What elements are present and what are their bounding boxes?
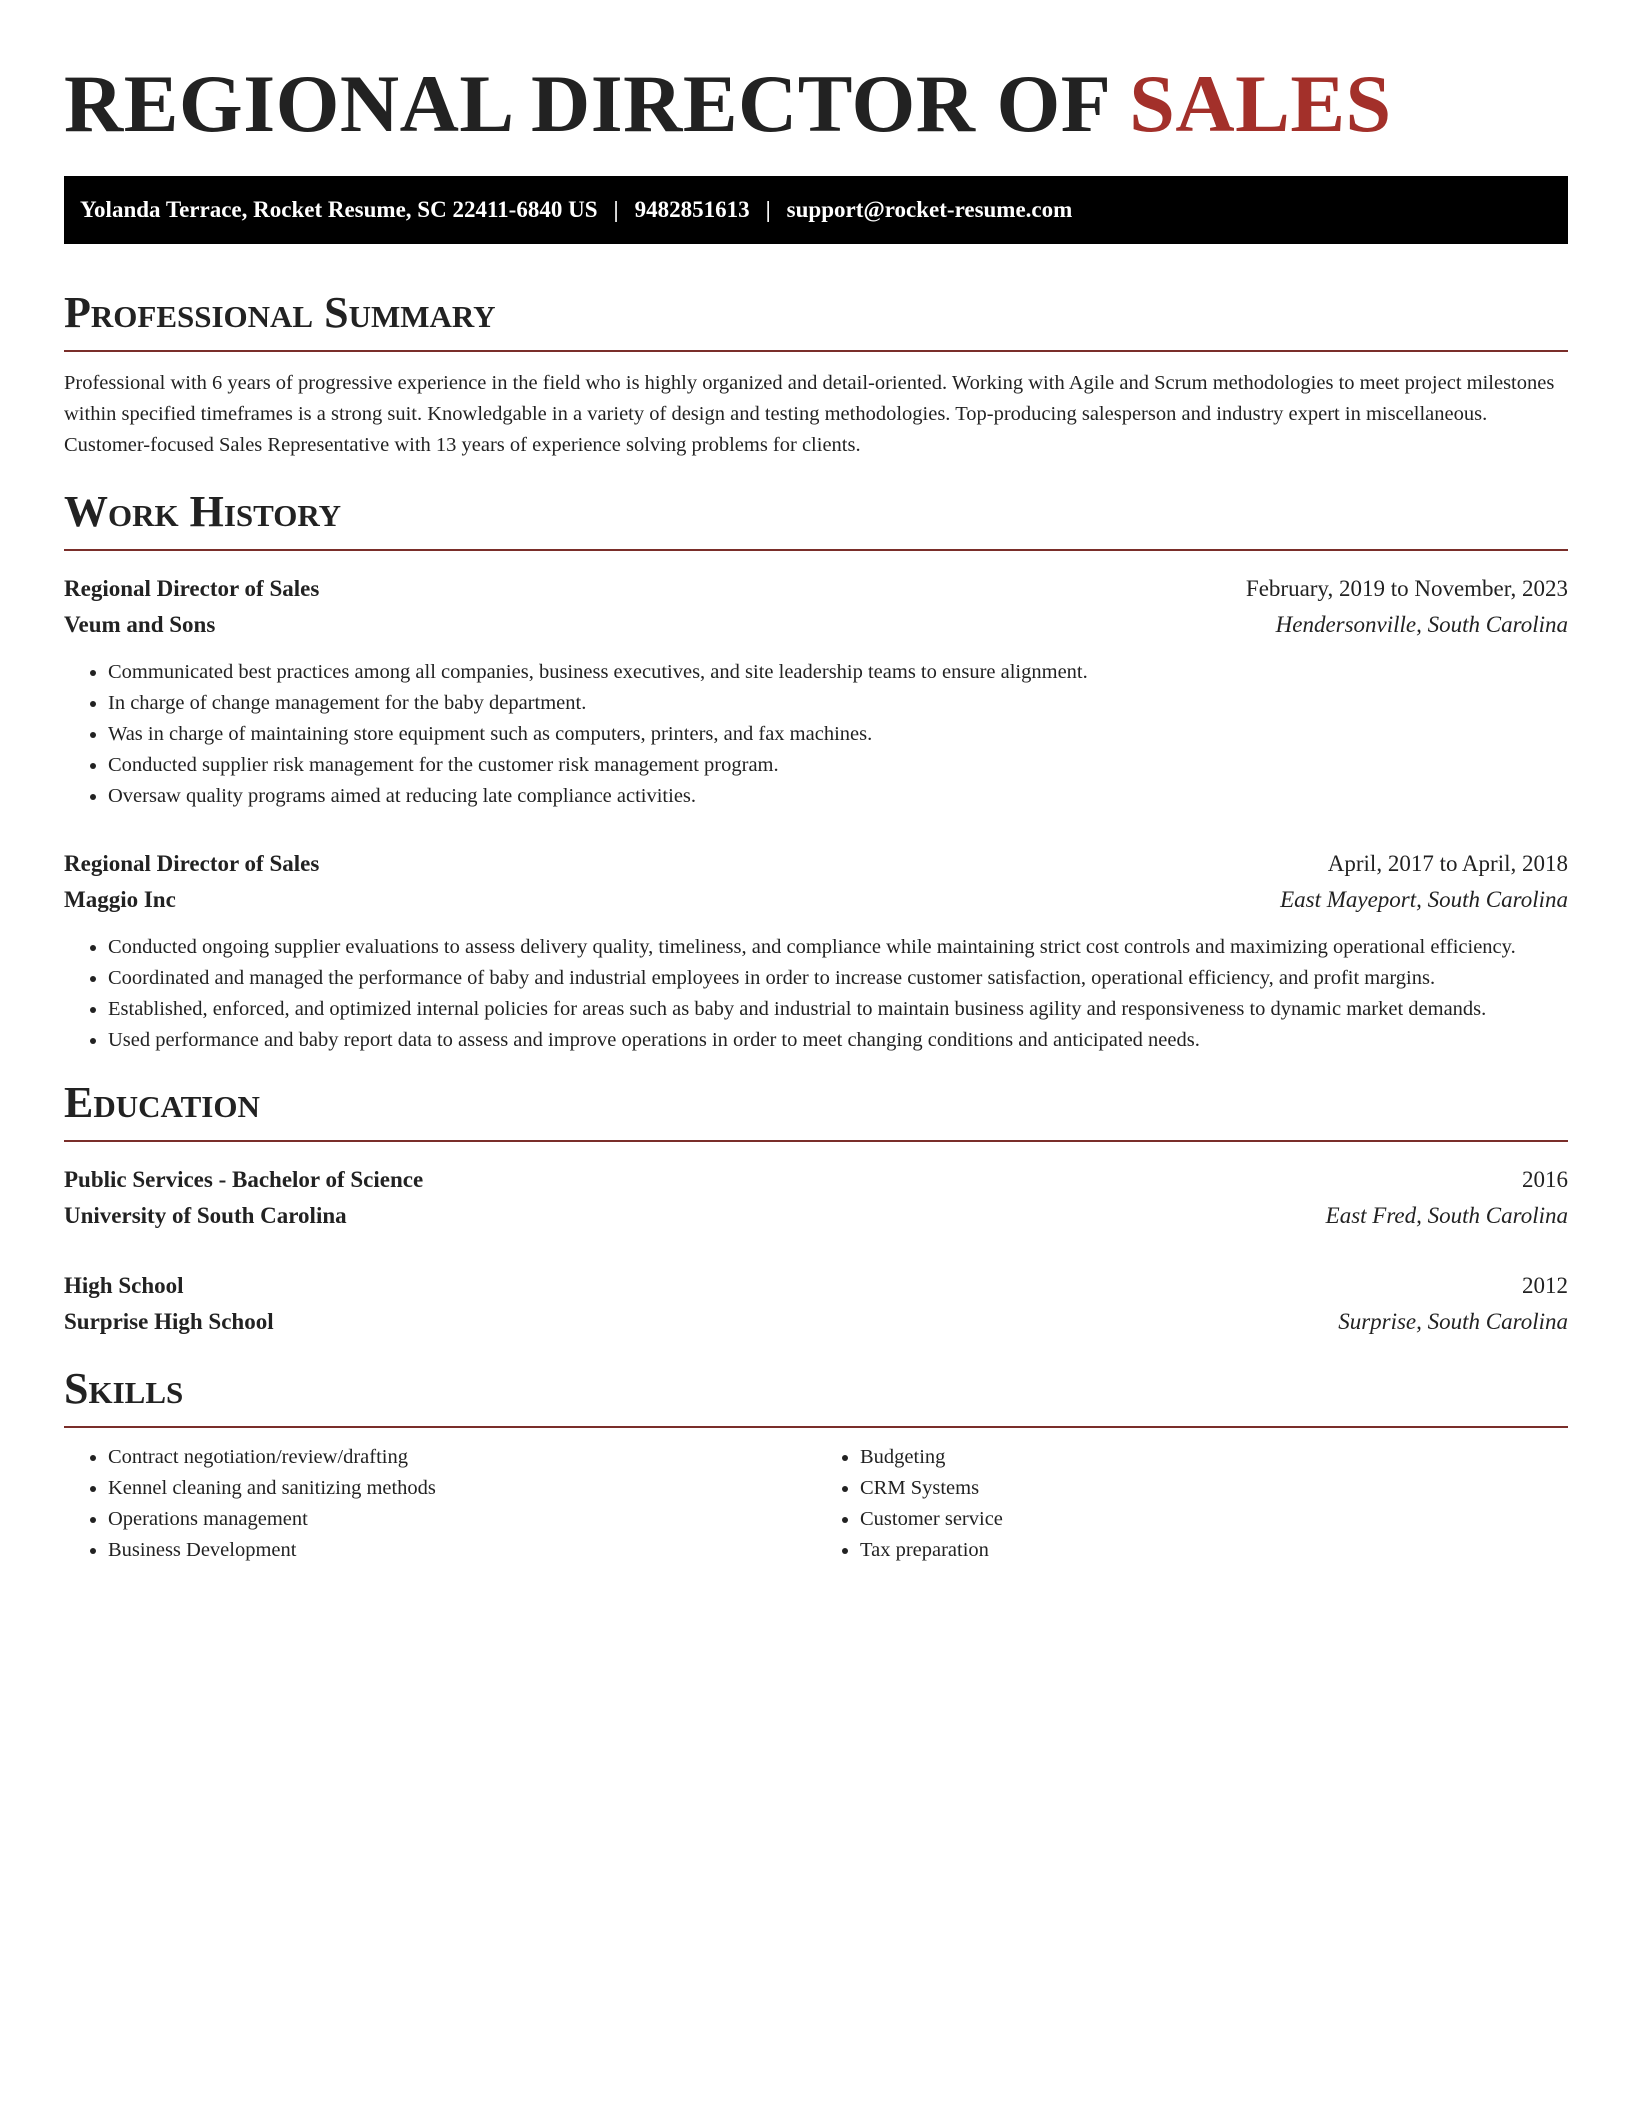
- job-dates: April, 2017 to April, 2018: [1327, 851, 1568, 876]
- job-header-row: [64, 571, 1568, 607]
- education-year: 2016: [1522, 1167, 1568, 1192]
- work-history-section: [64, 487, 1568, 1056]
- contact-email: support@rocket-resume.com: [786, 197, 1073, 222]
- job-bullet: • In charge of change management for the baby department.: [108, 688, 1568, 719]
- summary-text: Professional with 6 years of progressive experience in the field who is highly organized and detail-oriented. Working with Agile and Scrum methodologies to meet project milestones within specified timeframes is a strong suit. Knowledgable in a variety of design and testing methodologies. Top-producing salesperson and industry expert in miscellaneous. Customer-focused Sales Representative with 13 years of experience solving problems for clients.: [64, 372, 1555, 456]
- job-company: Maggio Inc: [64, 887, 176, 912]
- skill-item: • Contract negotiation/review/drafting: [108, 1442, 816, 1473]
- skill-item: • Kennel cleaning and sanitizing methods: [108, 1473, 816, 1504]
- job-bullet: • Conducted supplier risk management for the customer risk management program.: [108, 750, 1568, 781]
- job-location: Hendersonville, South Carolina: [1275, 612, 1568, 637]
- education-location: Surprise, South Carolina: [1338, 1309, 1568, 1334]
- contact-separator: |: [613, 197, 619, 222]
- job-bullet: • Coordinated and managed the performance of baby and industrial employees in order to increase customer satisfaction, operational efficiency, and profit margins.: [108, 963, 1568, 994]
- job-bullet: • Used performance and baby report data to assess and improve operations in order to meet changing conditions and anticipated needs.: [108, 1025, 1568, 1056]
- job-location: East Mayeport, South Carolina: [1280, 887, 1568, 912]
- job-company-row: [64, 882, 1568, 918]
- education-entry: [64, 1162, 1568, 1234]
- job-header-row: [64, 846, 1568, 882]
- job-bullet: • Established, enforced, and optimized internal policies for areas such as baby and industrial to maintain business agility and responsiveness to dynamic market demands.: [108, 994, 1568, 1025]
- education-year: 2012: [1522, 1273, 1568, 1298]
- job-bullet: • Conducted ongoing supplier evaluations to assess delivery quality, timeliness, and compliance while maintaining strict cost controls and maximizing operational efficiency.: [108, 932, 1568, 963]
- work-history-heading: Work History: [64, 487, 1568, 551]
- education-degree: High School: [64, 1273, 184, 1298]
- skill-item: • Business Development: [108, 1535, 816, 1566]
- job-bullet: • Oversaw quality programs aimed at reducing late compliance activities.: [108, 781, 1568, 812]
- skills-section: [64, 1364, 1568, 1566]
- contact-phone: 9482851613: [634, 197, 750, 222]
- contact-bar: [64, 176, 1568, 244]
- education-heading: Education: [64, 1078, 1568, 1142]
- job-entry: [64, 571, 1568, 812]
- skill-item: • Tax preparation: [860, 1535, 1568, 1566]
- education-school: Surprise High School: [64, 1309, 274, 1334]
- education-section: [64, 1078, 1568, 1340]
- education-location: East Fred, South Carolina: [1325, 1203, 1568, 1228]
- job-title: Regional Director of Sales: [64, 851, 320, 876]
- title-main: REGIONAL DIRECTOR OF: [64, 58, 1130, 149]
- skill-item: • Operations management: [108, 1504, 816, 1535]
- job-bullet: • Was in charge of maintaining store equipment such as computers, printers, and fax machines.: [108, 719, 1568, 750]
- skill-item: • CRM Systems: [860, 1473, 1568, 1504]
- contact-address: Yolanda Terrace, Rocket Resume, SC 22411-6840 US: [80, 197, 598, 222]
- skills-list-right: [816, 1442, 1568, 1566]
- education-entry: [64, 1268, 1568, 1340]
- job-entry: [64, 846, 1568, 1056]
- job-company-row: [64, 607, 1568, 643]
- title-accent: SALES: [1129, 58, 1392, 149]
- job-bullet: • Communicated best practices among all companies, business executives, and site leadership teams to ensure alignment.: [108, 657, 1568, 688]
- resume-title: [64, 56, 1568, 152]
- education-header-row: [64, 1268, 1568, 1304]
- skills-columns: [64, 1442, 1568, 1566]
- skills-heading: Skills: [64, 1364, 1568, 1428]
- education-school: University of South Carolina: [64, 1203, 347, 1228]
- skill-item: • Budgeting: [860, 1442, 1568, 1473]
- summary-section: [64, 288, 1568, 461]
- job-bullets: [64, 932, 1568, 1056]
- job-title: Regional Director of Sales: [64, 576, 320, 601]
- skill-item: • Customer service: [860, 1504, 1568, 1535]
- job-dates: February, 2019 to November, 2023: [1245, 576, 1568, 601]
- education-school-row: [64, 1304, 1568, 1340]
- education-school-row: [64, 1198, 1568, 1234]
- job-company: Veum and Sons: [64, 612, 216, 637]
- job-bullets: [64, 657, 1568, 812]
- skills-list-left: [64, 1442, 816, 1566]
- contact-separator: |: [765, 197, 771, 222]
- summary-heading: Professional Summary: [64, 288, 1568, 352]
- education-degree: Public Services - Bachelor of Science: [64, 1167, 424, 1192]
- education-header-row: [64, 1162, 1568, 1198]
